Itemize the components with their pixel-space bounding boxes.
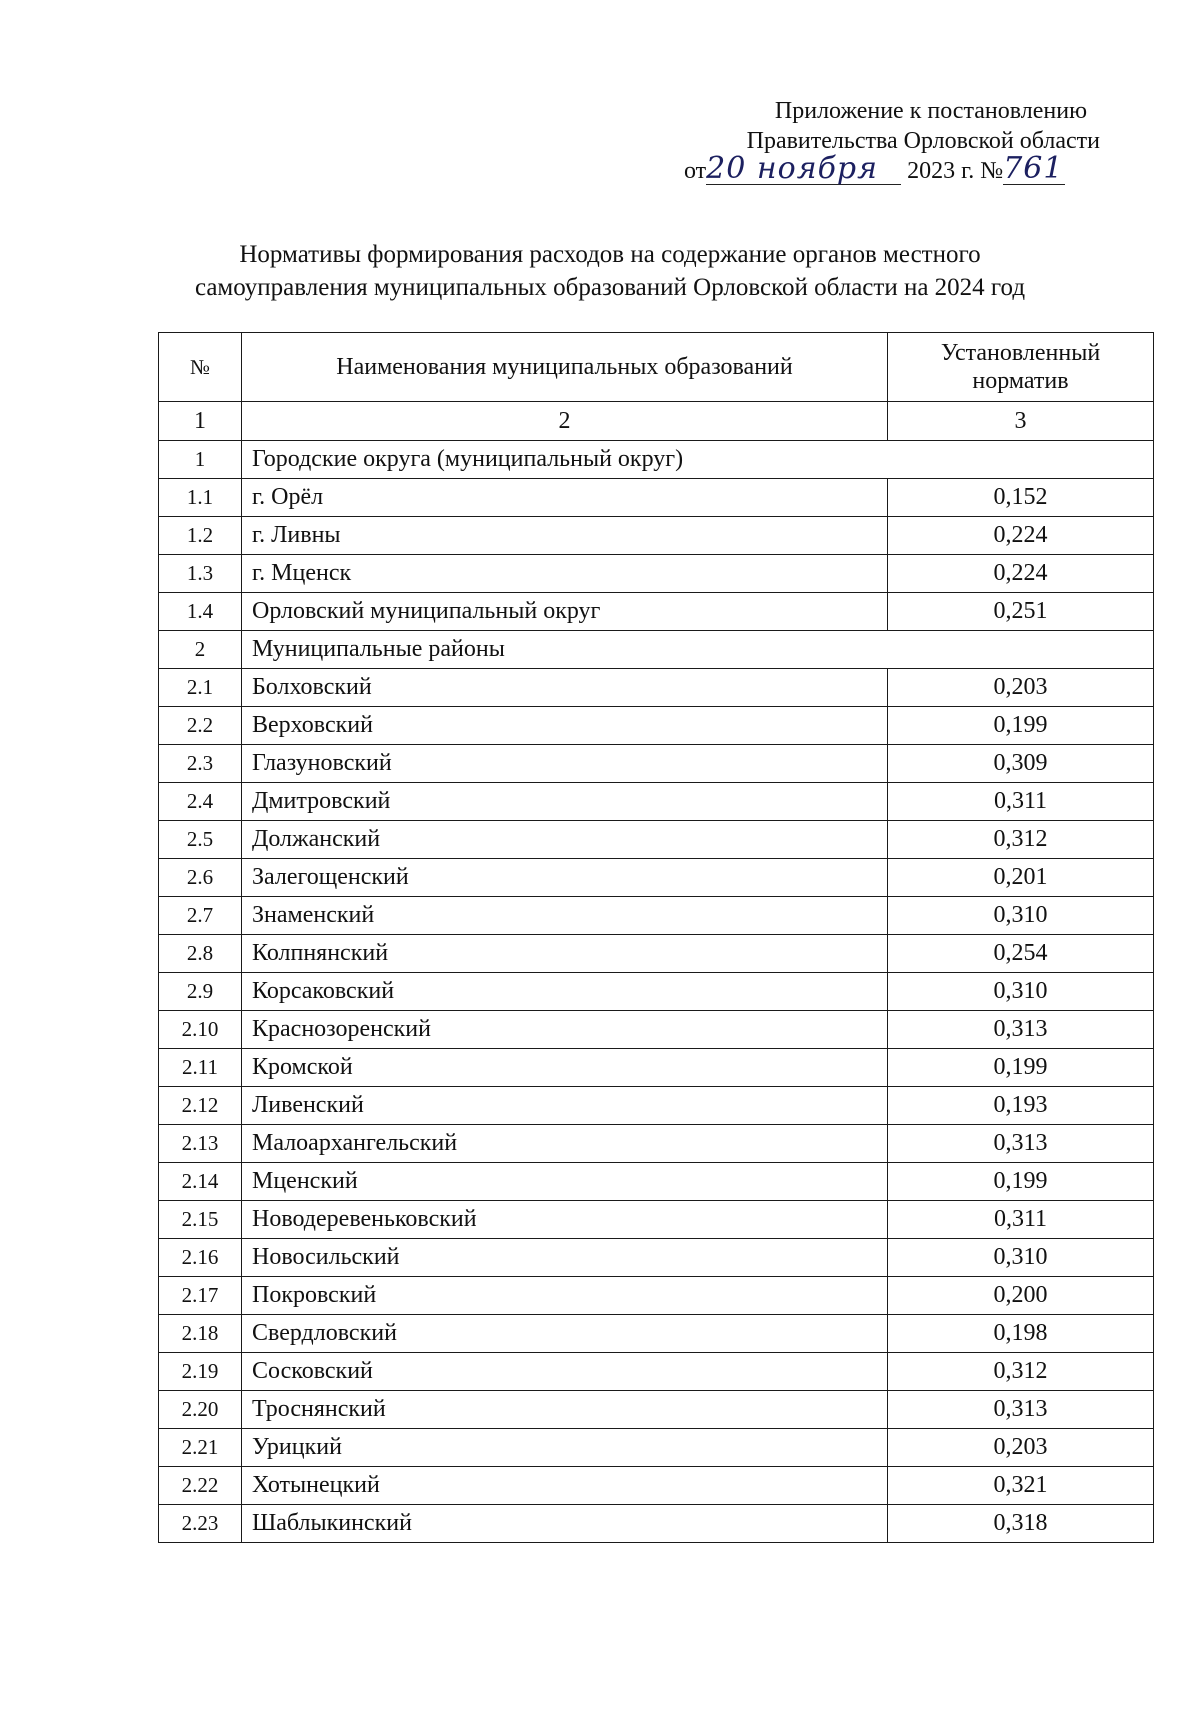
table-row (159, 1467, 1154, 1505)
row-value: 0,318 (888, 1505, 1154, 1543)
row-number: 2.10 (159, 1011, 242, 1049)
row-name: г. Орёл (242, 479, 888, 517)
table-row (159, 1391, 1154, 1429)
row-value: 0,251 (888, 593, 1154, 631)
row-number: 2.3 (159, 745, 242, 783)
row-number: 2.19 (159, 1353, 242, 1391)
table-row (159, 1125, 1154, 1163)
table-row (159, 1353, 1154, 1391)
title-line-1: Нормативы формирования расходов на содержание органов местного (239, 241, 981, 268)
row-value: 0,313 (888, 1391, 1154, 1429)
row-name: Свердловский (242, 1315, 888, 1353)
table-row (159, 555, 1154, 593)
row-name: г. Ливны (242, 517, 888, 555)
title-line-2: самоуправления муниципальных образований Орловской области на 2024 год (194, 274, 1026, 301)
row-name: Краснозоренский (242, 1011, 888, 1049)
row-number: 2.4 (159, 783, 242, 821)
handwritten-number: 761 (1003, 151, 1064, 186)
header-num: № (159, 333, 242, 402)
column-index-2: 2 (242, 402, 888, 441)
row-number: 2.6 (159, 859, 242, 897)
table-row (159, 517, 1154, 555)
header-value: Установленный норматив (888, 333, 1154, 402)
column-index-3: 3 (888, 402, 1154, 441)
row-number: 2.21 (159, 1429, 242, 1467)
norms-table (158, 332, 1154, 1543)
row-value: 0,310 (888, 897, 1154, 935)
appendix-date-line (600, 151, 1120, 188)
row-name: Корсаковский (242, 973, 888, 1011)
row-value: 0,321 (888, 1467, 1154, 1505)
row-number: 2.17 (159, 1277, 242, 1315)
row-name: Урицкий (242, 1429, 888, 1467)
handwritten-date: 20 ноября (706, 151, 878, 186)
row-number: 2.8 (159, 935, 242, 973)
row-name: Залегощенский (242, 859, 888, 897)
row-value: 0,310 (888, 973, 1154, 1011)
table-row (159, 1049, 1154, 1087)
year-label: 2023 г. № (907, 158, 1004, 184)
table-row (159, 479, 1154, 517)
row-name: Мценский (242, 1163, 888, 1201)
row-value: 0,254 (888, 935, 1154, 973)
row-number: 2.22 (159, 1467, 242, 1505)
row-name: Кромской (242, 1049, 888, 1087)
row-number: 2.20 (159, 1391, 242, 1429)
table-row (159, 1239, 1154, 1277)
row-name: Верховский (242, 707, 888, 745)
row-value: 0,152 (888, 479, 1154, 517)
table-row (159, 1277, 1154, 1315)
table-body (159, 441, 1154, 1543)
row-number: 1.4 (159, 593, 242, 631)
row-value: 0,200 (888, 1277, 1154, 1315)
document-title (150, 238, 1070, 304)
row-name: Дмитровский (242, 783, 888, 821)
section-title: Городские округа (муниципальный округ) (242, 441, 1154, 479)
row-number: 2.16 (159, 1239, 242, 1277)
table-row (159, 897, 1154, 935)
table-row (159, 669, 1154, 707)
table-row (159, 821, 1154, 859)
row-name: Малоархангельский (242, 1125, 888, 1163)
table-row (159, 1163, 1154, 1201)
row-name: Сосковский (242, 1353, 888, 1391)
date-field (706, 151, 901, 186)
from-label: от (684, 158, 707, 184)
row-value: 0,309 (888, 745, 1154, 783)
row-name: Хотынецкий (242, 1467, 888, 1505)
row-number: 1.2 (159, 517, 242, 555)
row-name: Колпнянский (242, 935, 888, 973)
table-row (159, 1315, 1154, 1353)
row-name: Орловский муниципальный округ (242, 593, 888, 631)
row-value: 0,199 (888, 707, 1154, 745)
table-row (159, 783, 1154, 821)
table-row (159, 593, 1154, 631)
row-number: 2.11 (159, 1049, 242, 1087)
row-value: 0,201 (888, 859, 1154, 897)
row-value: 0,312 (888, 1353, 1154, 1391)
row-value: 0,310 (888, 1239, 1154, 1277)
table-row (159, 859, 1154, 897)
header-name: Наименования муниципальных образований (242, 333, 888, 402)
row-number: 2.23 (159, 1505, 242, 1543)
row-value: 0,224 (888, 555, 1154, 593)
column-index-1: 1 (159, 402, 242, 441)
row-value: 0,313 (888, 1011, 1154, 1049)
row-value: 0,198 (888, 1315, 1154, 1353)
row-name: Ливенский (242, 1087, 888, 1125)
row-number: 2.14 (159, 1163, 242, 1201)
row-value: 0,313 (888, 1125, 1154, 1163)
row-name: Знаменский (242, 897, 888, 935)
table-row (159, 707, 1154, 745)
number-field (1003, 151, 1065, 186)
section-row (159, 441, 1154, 479)
row-number: 1.1 (159, 479, 242, 517)
row-number: 2.1 (159, 669, 242, 707)
row-name: Должанский (242, 821, 888, 859)
row-number: 2.2 (159, 707, 242, 745)
table-header-row (159, 333, 1154, 402)
row-name: Новосильский (242, 1239, 888, 1277)
appendix-header (600, 96, 1120, 188)
row-value: 0,224 (888, 517, 1154, 555)
row-name: Покровский (242, 1277, 888, 1315)
row-name: Шаблыкинский (242, 1505, 888, 1543)
row-name: Троснянский (242, 1391, 888, 1429)
table-row (159, 745, 1154, 783)
row-value: 0,311 (888, 1201, 1154, 1239)
row-number: 2.18 (159, 1315, 242, 1353)
appendix-line-2: Правительства Орловской области (746, 128, 1100, 154)
row-value: 0,203 (888, 669, 1154, 707)
row-value: 0,193 (888, 1087, 1154, 1125)
table-row (159, 1087, 1154, 1125)
row-number: 2.5 (159, 821, 242, 859)
row-number: 2.7 (159, 897, 242, 935)
table-row (159, 1201, 1154, 1239)
row-value: 0,199 (888, 1163, 1154, 1201)
table-row (159, 1011, 1154, 1049)
row-value: 0,311 (888, 783, 1154, 821)
appendix-line-1: Приложение к постановлению (774, 98, 1087, 124)
section-row (159, 631, 1154, 669)
table-row (159, 935, 1154, 973)
row-number: 2.12 (159, 1087, 242, 1125)
section-number: 2 (159, 631, 242, 669)
section-number: 1 (159, 441, 242, 479)
row-number: 2.9 (159, 973, 242, 1011)
row-name: Новодеревеньковский (242, 1201, 888, 1239)
row-number: 1.3 (159, 555, 242, 593)
row-number: 2.15 (159, 1201, 242, 1239)
section-title: Муниципальные районы (242, 631, 1154, 669)
row-name: Болховский (242, 669, 888, 707)
table-row (159, 973, 1154, 1011)
row-value: 0,203 (888, 1429, 1154, 1467)
row-name: г. Мценск (242, 555, 888, 593)
row-value: 0,312 (888, 821, 1154, 859)
table-row (159, 1505, 1154, 1543)
table-row (159, 1429, 1154, 1467)
row-name: Глазуновский (242, 745, 888, 783)
column-index-row (159, 402, 1154, 441)
row-number: 2.13 (159, 1125, 242, 1163)
row-value: 0,199 (888, 1049, 1154, 1087)
